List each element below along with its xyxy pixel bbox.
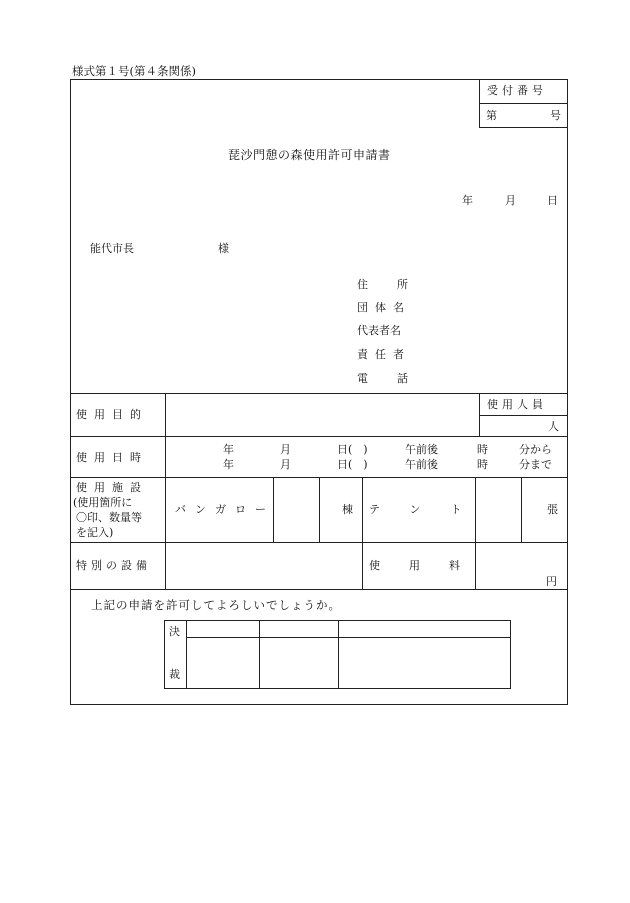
to-month: 月	[280, 458, 291, 471]
people-unit: 人	[548, 420, 559, 433]
approval-ketsu: 決	[169, 625, 180, 638]
from-hour: 時	[477, 443, 488, 456]
purpose-label: 使用目的	[76, 408, 148, 421]
rule-purpose-top	[70, 393, 568, 394]
approval-row-divider	[186, 637, 511, 638]
bungalow-unit: 棟	[342, 503, 353, 516]
date-year: 年	[462, 194, 473, 207]
people-label: 使用人員	[487, 398, 547, 411]
label-column-divider	[165, 393, 166, 589]
approval-divider-1	[186, 620, 187, 689]
receipt-box-bottom-border	[479, 127, 568, 128]
datetime-label: 使用日時	[76, 451, 148, 464]
from-ampm: 午前後	[405, 443, 438, 456]
addressee-name: 能代市長	[90, 242, 134, 255]
facility-divider-3	[362, 477, 363, 589]
from-minute: 分から	[519, 443, 552, 456]
fee-label: 使用料	[369, 559, 489, 572]
rule-datetime-top	[70, 436, 568, 437]
approval-question: 上記の申請を許可してよろしいでしょうか。	[91, 598, 341, 612]
people-box-divider	[479, 415, 568, 416]
approval-divider-3	[338, 620, 339, 689]
facility-divider-5	[521, 477, 522, 542]
facility-divider-2	[319, 477, 320, 542]
facility-label-line3: 〇印、数量等	[76, 511, 142, 524]
receipt-box-divider	[479, 103, 568, 104]
facility-divider-4	[475, 477, 476, 589]
approval-sai: 裁	[169, 668, 180, 681]
fee-unit: 円	[546, 575, 557, 588]
receipt-no-prefix: 第	[486, 109, 497, 122]
approval-divider-2	[259, 620, 260, 689]
form-number: 様式第１号(第４条関係)	[72, 64, 196, 78]
applicant-representative-label: 代表者名	[357, 324, 401, 337]
applicant-group-label: 団体名	[357, 301, 411, 314]
facility-label-line1: 使用施設	[76, 481, 148, 494]
rule-approval-top	[70, 589, 568, 590]
from-month: 月	[280, 443, 291, 456]
date-day: 日	[547, 194, 558, 207]
receipt-no-suffix: 号	[550, 109, 561, 122]
tent-label: テント	[369, 503, 492, 516]
bungalow-label: バンガロー	[175, 503, 275, 516]
addressee-honorific: 様	[218, 242, 229, 255]
to-year: 年	[223, 458, 234, 471]
document-title: 琵沙門憩の森使用許可申請書	[228, 148, 391, 162]
special-label: 特別の設備	[76, 559, 151, 572]
applicant-address-label: 住所	[357, 278, 437, 291]
to-day: 日( )	[337, 458, 368, 471]
receipt-label: 受付番号	[487, 84, 547, 97]
facility-label-line2: (使用箇所に	[73, 496, 133, 509]
date-month: 月	[505, 194, 516, 207]
applicant-phone-label: 電話	[357, 372, 437, 385]
rule-special-top	[70, 542, 568, 543]
applicant-responsible-label: 責任者	[357, 348, 411, 361]
to-minute: 分まで	[519, 458, 552, 471]
to-hour: 時	[477, 458, 488, 471]
from-day: 日( )	[337, 443, 368, 456]
facility-label-line4: を記入)	[76, 526, 114, 539]
tent-unit: 張	[547, 503, 558, 516]
from-year: 年	[223, 443, 234, 456]
to-ampm: 午前後	[405, 458, 438, 471]
